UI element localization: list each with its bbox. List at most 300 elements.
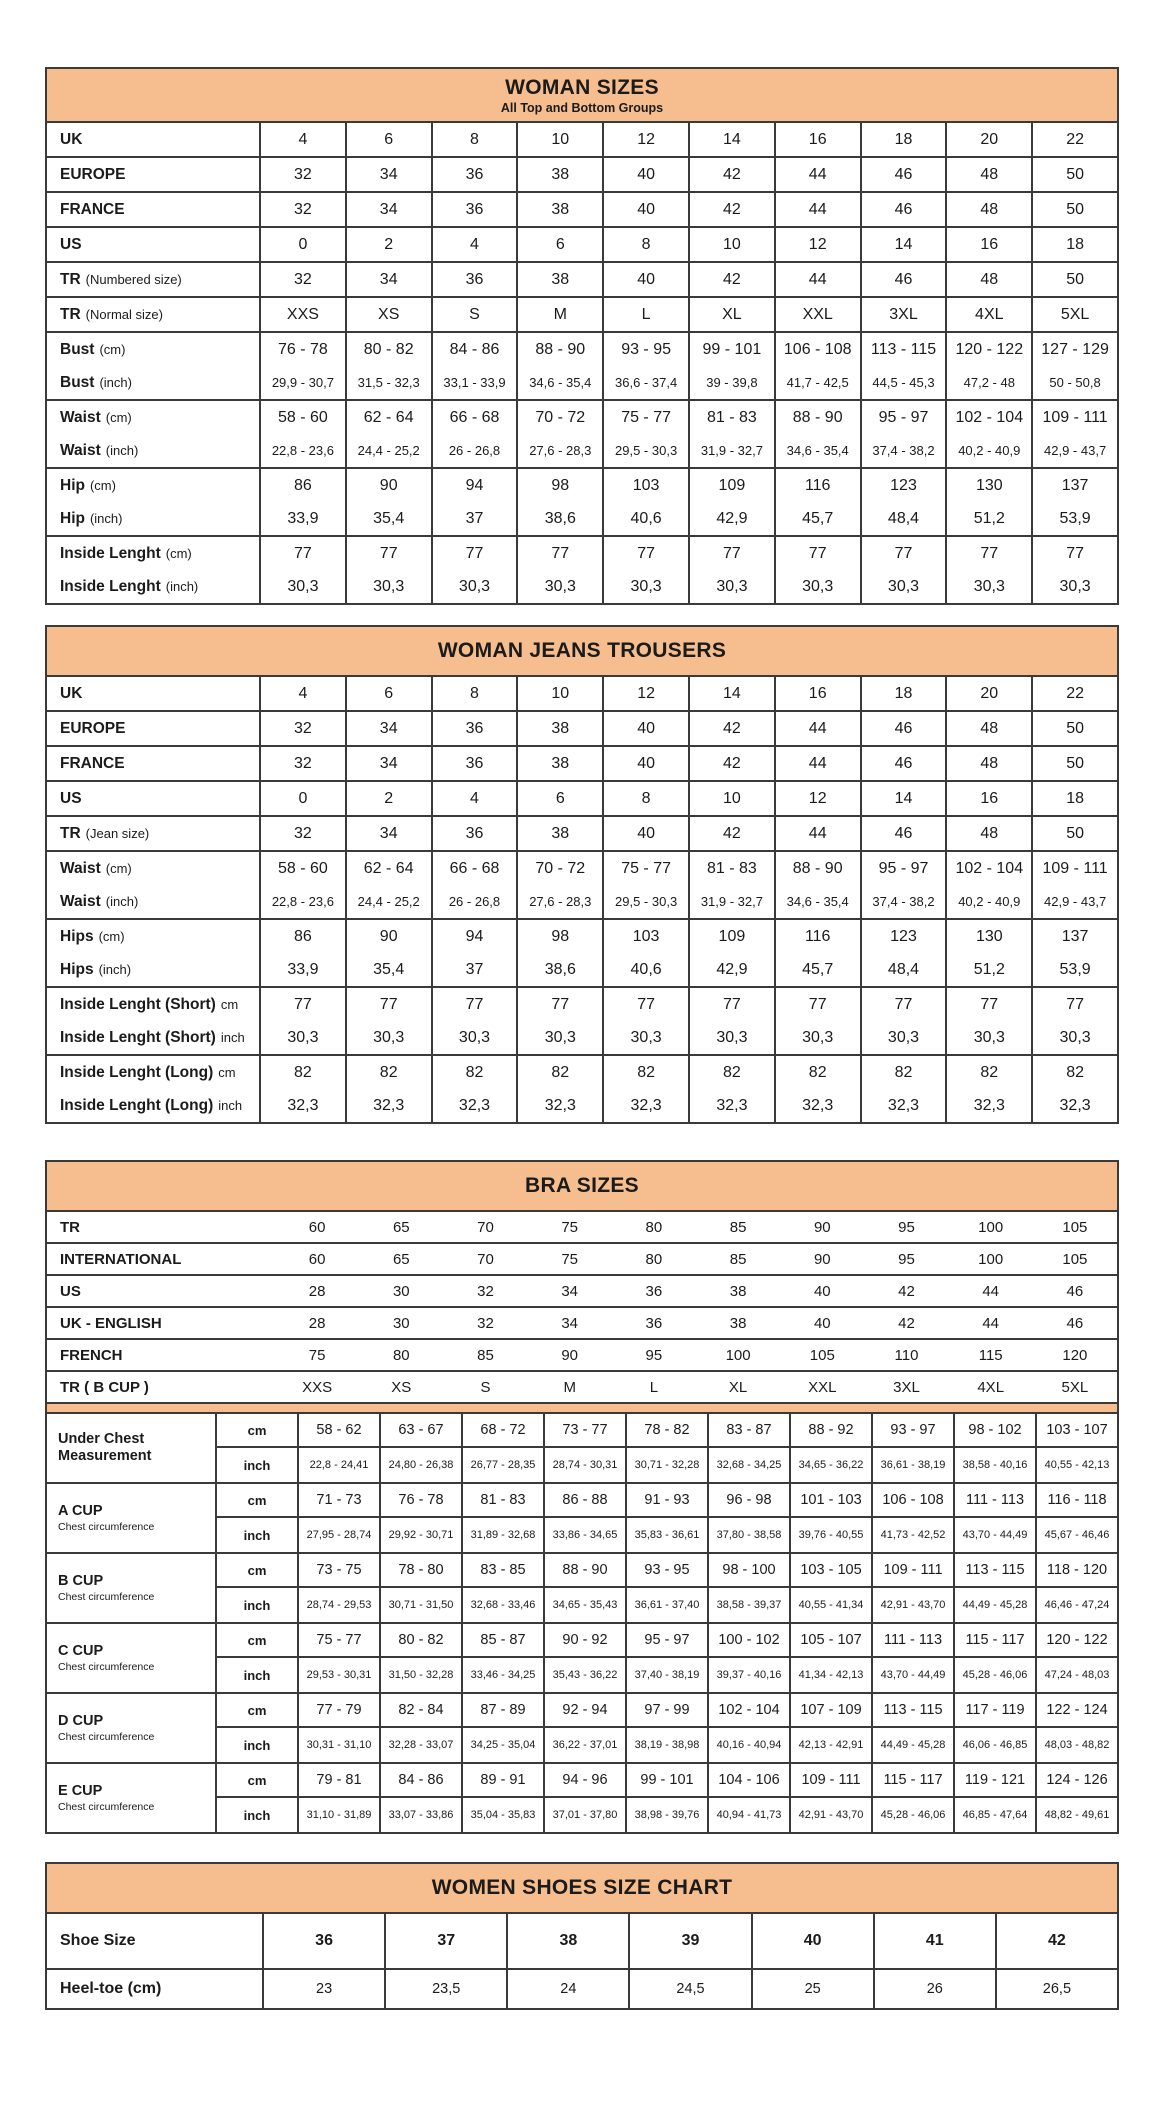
bra-inch-cell: 29,53 - 30,31 [297, 1658, 379, 1692]
size-cell: 77 [602, 988, 688, 1021]
table-row [47, 434, 1117, 467]
row-label-text: UK [60, 130, 83, 148]
bra-inch-cell: 36,61 - 37,40 [625, 1588, 707, 1622]
size-cell: 6 [516, 782, 602, 815]
size-cell: 33,9 [259, 502, 345, 535]
bra-size-cell: 75 [561, 1250, 579, 1268]
row-label [47, 677, 259, 710]
size-cell: 109 - 111 [1031, 852, 1117, 885]
size-cell: 75 - 77 [602, 401, 688, 434]
size-cell: XL [688, 298, 774, 331]
row-label-text: Inside Lenght (Long) [60, 1096, 214, 1114]
bra-size-cell: 70 [477, 1218, 494, 1236]
row-label-text: FRANCE [60, 200, 125, 218]
row-group [45, 226, 1119, 263]
row-label [47, 1021, 259, 1054]
size-cell: 34,6 - 35,4 [774, 885, 860, 918]
size-cell: 35,4 [345, 502, 431, 535]
row-group [45, 850, 1119, 920]
bra-inch-cell: 42,13 - 42,91 [789, 1728, 871, 1762]
bra-inch-cell: 39,76 - 40,55 [789, 1518, 871, 1552]
bra-inch-cell: 35,83 - 36,61 [625, 1518, 707, 1552]
size-cell: 130 [945, 469, 1031, 502]
bra-cm-cell: 98 - 100 [707, 1554, 789, 1588]
bra-size-cell: 60 [308, 1218, 326, 1236]
size-cell: 42,9 - 43,7 [1031, 434, 1117, 467]
row-label-note: (inch) [165, 579, 199, 594]
size-cell: 16 [945, 782, 1031, 815]
size-cell: 29,9 - 30,7 [259, 366, 345, 399]
bra-size-cell: 30 [392, 1282, 410, 1300]
row-label-note: (cm) [105, 861, 132, 876]
shoe-size-cell: 26 [873, 1970, 995, 2008]
row-label-text: Bust [60, 340, 95, 358]
size-cell: 62 - 64 [345, 401, 431, 434]
row-label: FRENCH [60, 1346, 123, 1364]
size-cell: 32 [259, 747, 345, 780]
size-cell: 4 [259, 677, 345, 710]
row-label [47, 920, 259, 953]
bra-size-cell: 36 [645, 1314, 663, 1332]
size-cell: 39 - 39,8 [688, 366, 774, 399]
size-cell: 30,3 [602, 570, 688, 603]
table-row [47, 988, 1117, 1021]
size-cell: 77 [860, 537, 946, 570]
size-cell: XXS [259, 298, 345, 331]
bra-inch-cell: 38,98 - 39,76 [625, 1798, 707, 1832]
bra-inch-cell: 44,49 - 45,28 [871, 1728, 953, 1762]
size-cell: 30,3 [602, 1021, 688, 1054]
row-label [47, 852, 259, 885]
table-row [47, 366, 1117, 399]
bra-inch-cell: 31,50 - 32,28 [379, 1658, 461, 1692]
size-cell: 86 [259, 920, 345, 953]
bra-cm-cell: 100 - 102 [707, 1624, 789, 1658]
size-cell: 45,7 [774, 953, 860, 986]
bra-cm-cell: 71 - 73 [297, 1484, 379, 1518]
row-group [45, 191, 1119, 228]
row-label [47, 502, 259, 535]
unit-label-cm: cm [215, 1624, 297, 1658]
row-label-note: (cm) [89, 478, 116, 493]
bra-cm-cell: 58 - 62 [297, 1414, 379, 1448]
bra-cm-cell: 88 - 92 [789, 1414, 871, 1448]
size-cell: S [431, 298, 517, 331]
size-cell: 82 [945, 1056, 1031, 1089]
section-sublabel: Chest circumference [58, 1801, 155, 1814]
size-cell: 37,4 - 38,2 [860, 434, 946, 467]
table-header [45, 625, 1119, 677]
table-title: WOMAN JEANS TROUSERS [437, 639, 727, 662]
bra-inch-cell: 39,37 - 40,16 [707, 1658, 789, 1692]
bra-inch-cell: 40,55 - 41,34 [789, 1588, 871, 1622]
bra-size-cell: XXL [808, 1378, 837, 1396]
size-cell: 50 [1031, 747, 1117, 780]
size-cell: 80 - 82 [345, 333, 431, 366]
bra-cm-cell: 87 - 89 [461, 1694, 543, 1728]
size-cell: 109 [688, 920, 774, 953]
row-label-text: Waist [60, 441, 101, 459]
bra-size-cell: 90 [813, 1250, 831, 1268]
size-cell: 36 [431, 712, 517, 745]
bra-size-cell: 28 [308, 1282, 326, 1300]
size-cell: 109 - 111 [1031, 401, 1117, 434]
size-cell: 36 [431, 817, 517, 850]
bra-size-cell: 75 [308, 1346, 326, 1364]
bra-cm-cell: 103 - 107 [1035, 1414, 1117, 1448]
size-cell: 4 [431, 228, 517, 261]
size-cell: 94 [431, 469, 517, 502]
size-cell: 82 [516, 1056, 602, 1089]
bra-inch-cell: 41,73 - 42,52 [871, 1518, 953, 1552]
section-sublabel: Chest circumference [58, 1661, 155, 1674]
row-label [47, 434, 259, 467]
size-cell: 75 - 77 [602, 852, 688, 885]
bra-cm-cell: 86 - 88 [543, 1484, 625, 1518]
row-label-text: US [60, 235, 82, 253]
row-label [47, 537, 259, 570]
row-label-text: Waist [60, 408, 101, 426]
size-cell: 40 [602, 817, 688, 850]
bra-cm-cell: 109 - 111 [789, 1764, 871, 1798]
table-row [47, 333, 1117, 366]
shoe-size-cell: 40 [751, 1914, 873, 1968]
row-label [47, 263, 259, 296]
table-row [47, 123, 1117, 156]
size-cell: 22 [1031, 123, 1117, 156]
bra-cm-cell: 117 - 119 [953, 1694, 1035, 1728]
row-group [45, 1054, 1119, 1124]
size-cell: 14 [688, 677, 774, 710]
row-label [47, 193, 259, 226]
size-cell: 137 [1031, 920, 1117, 953]
size-cell: 70 - 72 [516, 401, 602, 434]
row-label-text: Hip [60, 476, 85, 494]
size-cell: 18 [860, 123, 946, 156]
size-cell: 29,5 - 30,3 [602, 434, 688, 467]
shoe-size-cell: 24 [506, 1970, 628, 2008]
size-cell: 48 [945, 817, 1031, 850]
size-cell: 81 - 83 [688, 852, 774, 885]
size-cell: 24,4 - 25,2 [345, 434, 431, 467]
bra-cm-cell: 76 - 78 [379, 1484, 461, 1518]
size-cell: 102 - 104 [945, 852, 1031, 885]
unit-label-cm: cm [215, 1694, 297, 1728]
size-cell: 3XL [860, 298, 946, 331]
section-sublabel: Chest circumference [58, 1521, 155, 1534]
size-cell: 32,3 [1031, 1089, 1117, 1122]
table-row [47, 677, 1117, 710]
bra-size-cell: 36 [645, 1282, 663, 1300]
size-cell: 34 [345, 747, 431, 780]
bra-cm-cell: 91 - 93 [625, 1484, 707, 1518]
bra-inch-cell: 30,71 - 31,50 [379, 1588, 461, 1622]
bra-cm-cell: 78 - 80 [379, 1554, 461, 1588]
size-cell: 30,3 [860, 1021, 946, 1054]
table-row [45, 1912, 1119, 1970]
size-cell: 32,3 [259, 1089, 345, 1122]
size-cell: 82 [1031, 1056, 1117, 1089]
size-cell: 34 [345, 817, 431, 850]
size-cell: 82 [259, 1056, 345, 1089]
bra-cm-cell: 68 - 72 [461, 1414, 543, 1448]
size-cell: 88 - 90 [774, 852, 860, 885]
bra-cm-cell: 109 - 111 [871, 1554, 953, 1588]
row-label-text: EUROPE [60, 165, 126, 183]
bra-sizes-table [45, 1160, 1119, 1834]
bra-size-cell: 32 [477, 1282, 494, 1300]
size-cell: 48,4 [860, 502, 946, 535]
unit-label-cm: cm [215, 1764, 297, 1798]
bra-inch-cell: 46,85 - 47,64 [953, 1798, 1035, 1832]
size-cell: 46 [860, 263, 946, 296]
table-row [47, 502, 1117, 535]
size-cell: 30,3 [774, 1021, 860, 1054]
row-label [47, 1089, 259, 1122]
size-cell: 66 - 68 [431, 401, 517, 434]
bra-size-cell: 60 [308, 1250, 326, 1268]
table-header [45, 1862, 1119, 1914]
table-row [47, 782, 1117, 815]
size-cell: 30,3 [860, 570, 946, 603]
size-cell: 40 [602, 263, 688, 296]
size-cell: 31,9 - 32,7 [688, 885, 774, 918]
size-cell: 127 - 129 [1031, 333, 1117, 366]
size-cell: 36,6 - 37,4 [602, 366, 688, 399]
table-row [47, 298, 1117, 331]
row-group [45, 815, 1119, 852]
row-label-note: (inch) [98, 962, 132, 977]
row-group [45, 121, 1119, 158]
size-cell: 34 [345, 193, 431, 226]
size-cell: 20 [945, 123, 1031, 156]
section-label-text: C CUP [58, 1642, 104, 1659]
size-cell: 42 [688, 193, 774, 226]
bra-cm-cell: 94 - 96 [543, 1764, 625, 1798]
size-cell: 35,4 [345, 953, 431, 986]
bra-size-cell: 75 [561, 1218, 579, 1236]
row-label-note: (cm) [105, 410, 132, 425]
size-cell: 47,2 - 48 [945, 366, 1031, 399]
size-cell: 22,8 - 23,6 [259, 434, 345, 467]
size-cell: 36 [431, 747, 517, 780]
size-cell: 31,9 - 32,7 [688, 434, 774, 467]
shoe-size-cell: 26,5 [995, 1970, 1117, 2008]
table-title: WOMAN SIZES [505, 76, 659, 99]
table-row [47, 953, 1117, 986]
bra-cm-cell: 116 - 118 [1035, 1484, 1117, 1518]
size-cell: 30,3 [345, 1021, 431, 1054]
size-cell: 93 - 95 [602, 333, 688, 366]
size-cell: 51,2 [945, 502, 1031, 535]
bra-cm-cell: 115 - 117 [953, 1624, 1035, 1658]
row-label-text: TR [60, 305, 81, 323]
size-cell: 30,3 [1031, 570, 1117, 603]
bra-cm-cell: 119 - 121 [953, 1764, 1035, 1798]
table-row [47, 852, 1117, 885]
bra-inch-cell: 28,74 - 29,53 [297, 1588, 379, 1622]
bra-inch-cell: 36,61 - 38,19 [871, 1448, 953, 1482]
bra-inch-cell: 24,80 - 26,38 [379, 1448, 461, 1482]
row-label [47, 782, 259, 815]
size-cell: 130 [945, 920, 1031, 953]
shoe-size-cell: 23 [262, 1970, 384, 2008]
row-label [47, 953, 259, 986]
section-sublabel: Chest circumference [58, 1731, 155, 1744]
bra-inch-cell: 38,58 - 39,37 [707, 1588, 789, 1622]
size-cell: 120 - 122 [945, 333, 1031, 366]
shoe-size-cell: 39 [628, 1914, 750, 1968]
size-cell: M [516, 298, 602, 331]
size-cell: 22 [1031, 677, 1117, 710]
bra-cm-cell: 73 - 75 [297, 1554, 379, 1588]
row-label-note: (inch) [105, 894, 139, 909]
size-cell: 53,9 [1031, 502, 1117, 535]
bra-inch-cell: 37,40 - 38,19 [625, 1658, 707, 1692]
bra-inch-cell: 35,04 - 35,83 [461, 1798, 543, 1832]
table-row [47, 228, 1117, 261]
size-cell: 58 - 60 [259, 401, 345, 434]
size-cell: 32,3 [688, 1089, 774, 1122]
row-label [47, 158, 259, 191]
size-cell: 77 [860, 988, 946, 1021]
bra-inch-cell: 26,77 - 28,35 [461, 1448, 543, 1482]
row-label [47, 401, 259, 434]
unit-label-inch: inch [215, 1588, 297, 1622]
bra-inch-cell: 38,19 - 38,98 [625, 1728, 707, 1762]
row-label [47, 747, 259, 780]
bra-size-cell: 4XL [977, 1378, 1005, 1396]
table-subtitle: All Top and Bottom Groups [500, 101, 664, 115]
table-row [45, 1968, 1119, 2010]
size-cell: 32 [259, 193, 345, 226]
size-cell: 113 - 115 [860, 333, 946, 366]
size-cell: 16 [774, 123, 860, 156]
bra-size-cell: 80 [645, 1250, 663, 1268]
bra-inch-cell: 36,22 - 37,01 [543, 1728, 625, 1762]
size-cell: 77 [945, 988, 1031, 1021]
row-label-text: Waist [60, 859, 101, 877]
bra-cm-cell: 103 - 105 [789, 1554, 871, 1588]
size-cell: 8 [431, 123, 517, 156]
size-cell: 77 [516, 988, 602, 1021]
size-cell: 30,3 [1031, 1021, 1117, 1054]
size-cell: 70 - 72 [516, 852, 602, 885]
bra-inch-cell: 29,92 - 30,71 [379, 1518, 461, 1552]
bra-inch-cell: 31,10 - 31,89 [297, 1798, 379, 1832]
size-cell: 42 [688, 817, 774, 850]
row-label [47, 1056, 259, 1089]
table-row [47, 817, 1117, 850]
bra-cm-cell: 93 - 97 [871, 1414, 953, 1448]
bra-cm-cell: 83 - 85 [461, 1554, 543, 1588]
table-row [47, 263, 1117, 296]
bra-cm-cell: 83 - 87 [707, 1414, 789, 1448]
row-label-text: TR [60, 270, 81, 288]
bra-size-cell: 95 [898, 1218, 915, 1236]
bra-size-cell: 105 [1062, 1218, 1088, 1236]
row-label-text: Hips [60, 927, 94, 945]
size-cell: 30,3 [431, 1021, 517, 1054]
bra-cm-cell: 111 - 113 [953, 1484, 1035, 1518]
size-cell: 50 [1031, 158, 1117, 191]
size-cell: 34,6 - 35,4 [516, 366, 602, 399]
bra-cm-cell: 63 - 67 [379, 1414, 461, 1448]
bra-inch-cell: 34,25 - 35,04 [461, 1728, 543, 1762]
bra-inch-cell: 33,07 - 33,86 [379, 1798, 461, 1832]
bra-cm-cell: 111 - 113 [871, 1624, 953, 1658]
bra-cm-cell: 118 - 120 [1035, 1554, 1117, 1588]
size-cell: 98 [516, 920, 602, 953]
size-cell: 34 [345, 158, 431, 191]
size-cell: 6 [345, 677, 431, 710]
size-cell: 30,3 [945, 1021, 1031, 1054]
row-label-note: (cm) [98, 929, 125, 944]
size-cell: 32,3 [602, 1089, 688, 1122]
bra-size-row [45, 1370, 1119, 1404]
row-label [47, 469, 259, 502]
size-cell: 32,3 [431, 1089, 517, 1122]
size-cell: 0 [259, 782, 345, 815]
bra-size-row [45, 1338, 1119, 1372]
size-cell: 82 [345, 1056, 431, 1089]
bra-cm-cell: 95 - 97 [625, 1624, 707, 1658]
bra-size-cell: 70 [477, 1250, 494, 1268]
row-label: US [60, 1282, 81, 1300]
row-label-note: (Numbered size) [85, 272, 182, 287]
size-cell: 46 [860, 712, 946, 745]
size-cell: 90 [345, 920, 431, 953]
shoe-size-cell: 41 [873, 1914, 995, 1968]
size-cell: 88 - 90 [516, 333, 602, 366]
row-label: TR ( B CUP ) [60, 1378, 149, 1396]
size-cell: 34,6 - 35,4 [774, 434, 860, 467]
size-cell: 4 [259, 123, 345, 156]
bra-inch-cell: 43,70 - 44,49 [871, 1658, 953, 1692]
table-header [45, 1160, 1119, 1212]
bra-size-cell: 34 [561, 1314, 579, 1332]
size-cell: 26 - 26,8 [431, 885, 517, 918]
size-cell: 46 [860, 747, 946, 780]
size-cell: 31,5 - 32,3 [345, 366, 431, 399]
bra-cm-cell: 73 - 77 [543, 1414, 625, 1448]
bra-inch-cell: 40,94 - 41,73 [707, 1798, 789, 1832]
bra-cm-cell: 78 - 82 [625, 1414, 707, 1448]
bra-inch-cell: 22,8 - 24,41 [297, 1448, 379, 1482]
size-cell: 77 [431, 988, 517, 1021]
bra-size-cell: 105 [1062, 1250, 1088, 1268]
table-title: BRA SIZES [525, 1174, 639, 1197]
size-cell: 30,3 [516, 1021, 602, 1054]
table-row [47, 885, 1117, 918]
bra-size-cell: XL [728, 1378, 748, 1396]
size-cell: 48 [945, 193, 1031, 226]
size-cell: 45,7 [774, 502, 860, 535]
bra-cm-cell: 107 - 109 [789, 1694, 871, 1728]
row-group [45, 296, 1119, 333]
size-cell: 16 [945, 228, 1031, 261]
row-group [45, 986, 1119, 1056]
bra-inch-cell: 34,65 - 36,22 [789, 1448, 871, 1482]
size-cell: 30,3 [774, 570, 860, 603]
size-cell: 95 - 97 [860, 401, 946, 434]
unit-label-inch: inch [215, 1798, 297, 1832]
size-cell: 98 [516, 469, 602, 502]
bra-cm-cell: 120 - 122 [1035, 1624, 1117, 1658]
size-cell: 33,1 - 33,9 [431, 366, 517, 399]
size-cell: 40,2 - 40,9 [945, 885, 1031, 918]
size-cell: 123 [860, 920, 946, 953]
